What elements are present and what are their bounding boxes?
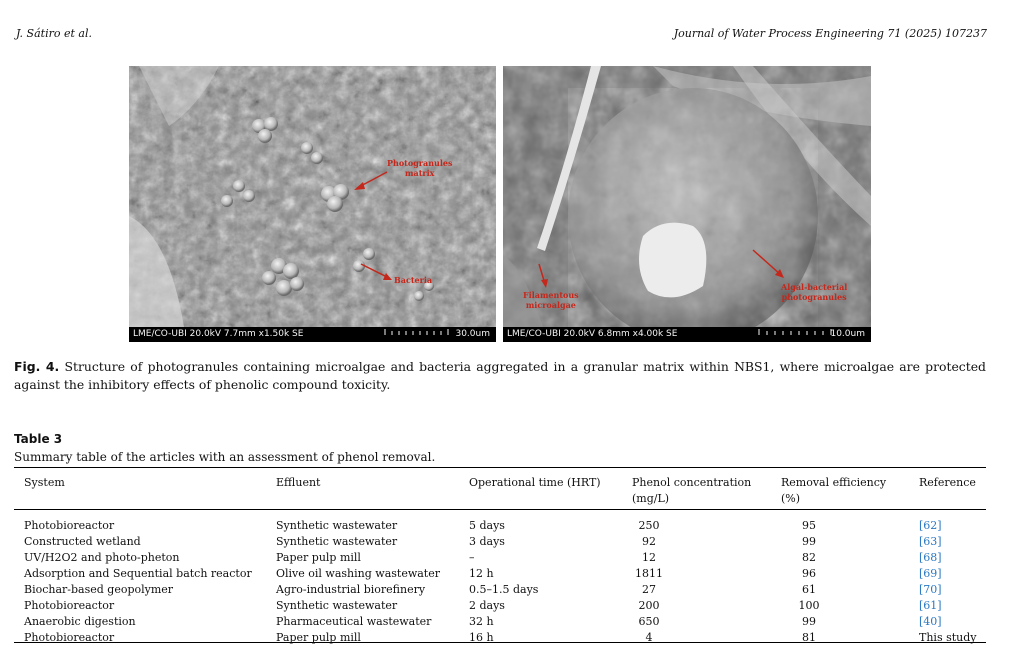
header-removal-efficiency: Removal efficiency (%)	[781, 476, 887, 505]
cell-removal-efficiency: 81	[802, 631, 816, 644]
table-title: Table 3	[14, 432, 63, 446]
table-row	[14, 534, 986, 550]
scale-bar-left	[129, 327, 496, 342]
arrow-algal-icon	[751, 248, 787, 280]
header-phenol-concentration: Phenol concentration (mg/L)	[632, 476, 752, 505]
cell-phenol-concentration: 12	[642, 551, 656, 564]
arrow-filamentous-icon	[535, 262, 551, 290]
cell-removal-efficiency: 61	[802, 583, 816, 596]
cell-effluent: Pharmaceutical wastewater	[276, 615, 432, 628]
cell-operational-time: 32 h	[469, 615, 494, 628]
sem-info-right: LME/CO-UBI 20.0kV 6.8mm x4.00k SE	[507, 329, 678, 339]
scale-ticks-left	[384, 329, 454, 335]
table-row	[14, 614, 986, 630]
cell-operational-time: 3 days	[469, 535, 505, 548]
reference-link[interactable]: [40]	[919, 615, 942, 628]
cell-operational-time: 0.5–1.5 days	[469, 583, 539, 596]
reference-link[interactable]: [70]	[919, 583, 942, 596]
arrow-matrix-icon	[351, 168, 391, 192]
label-photogranules-matrix: Photogranules matrix	[387, 158, 453, 178]
cell-effluent: Olive oil washing wastewater	[276, 567, 440, 580]
sem-image-right	[503, 66, 871, 342]
cell-removal-efficiency: 100	[798, 599, 820, 612]
cell-phenol-concentration: 200	[638, 599, 660, 612]
table-row	[14, 518, 986, 534]
cell-removal-efficiency: 82	[802, 551, 816, 564]
label-algal-bacterial-photogranules: Algal-bacterial photogranules	[781, 282, 848, 302]
header-reference: Reference	[919, 476, 976, 489]
phenol-removal-table	[14, 467, 986, 643]
header-operational-time: Operational time (HRT)	[469, 476, 601, 489]
cell-phenol-concentration: 650	[638, 615, 660, 628]
cell-operational-time: 12 h	[469, 567, 494, 580]
scale-bar-right	[503, 327, 871, 342]
figure-caption	[14, 358, 986, 394]
header-system: System	[24, 476, 65, 489]
table-header-row	[14, 468, 986, 510]
table-body	[14, 510, 986, 642]
cell-phenol-concentration: 1811	[635, 567, 663, 580]
cell-effluent: Synthetic wastewater	[276, 599, 398, 612]
figure-caption-label: Fig. 4.	[14, 359, 60, 374]
cell-removal-efficiency: 99	[802, 535, 816, 548]
arrow-bacteria-icon	[359, 262, 395, 282]
scale-value-left: 30.0um	[455, 329, 490, 339]
label-filamentous-microalgae: Filamentous microalgae	[523, 290, 579, 310]
cell-system: UV/H2O2 and photo-pheton	[24, 551, 180, 564]
cell-removal-efficiency: 96	[802, 567, 816, 580]
cell-effluent: Synthetic wastewater	[276, 535, 398, 548]
reference-link[interactable]: [62]	[919, 519, 942, 532]
cell-effluent: Paper pulp mill	[276, 631, 361, 644]
cell-system: Constructed wetland	[24, 535, 141, 548]
label-bacteria: Bacteria	[394, 275, 433, 285]
cell-system: Anaerobic digestion	[24, 615, 136, 628]
reference-link[interactable]: [68]	[919, 551, 942, 564]
header-effluent: Effluent	[276, 476, 321, 489]
cell-phenol-concentration: 27	[642, 583, 656, 596]
cell-reference: This study	[919, 631, 977, 644]
cell-operational-time: 16 h	[469, 631, 494, 644]
cell-operational-time: –	[469, 551, 475, 564]
reference-link[interactable]: [63]	[919, 535, 942, 548]
cell-effluent: Synthetic wastewater	[276, 519, 398, 532]
table-row	[14, 550, 986, 566]
table-row	[14, 630, 986, 646]
table-row	[14, 582, 986, 598]
figure-caption-text: Structure of photogranules containing microalgae and bacteria aggregated in a granular matrix within NBS1, where microalgae are protected against the inhibitory effects of phenolic compound toxicity.	[14, 359, 986, 392]
cell-system: Adsorption and Sequential batch reactor	[24, 567, 252, 580]
cell-system: Photobioreactor	[24, 519, 115, 532]
table-row	[14, 598, 986, 614]
table-subtitle: Summary table of the articles with an assessment of phenol removal.	[14, 450, 436, 464]
cell-phenol-concentration: 4	[645, 631, 653, 644]
scale-ticks-right	[758, 329, 838, 335]
sem-image-left	[129, 66, 496, 342]
cell-removal-efficiency: 95	[802, 519, 816, 532]
reference-link[interactable]: [61]	[919, 599, 942, 612]
cell-effluent: Agro-industrial biorefinery	[276, 583, 426, 596]
cell-operational-time: 5 days	[469, 519, 505, 532]
cell-operational-time: 2 days	[469, 599, 505, 612]
cell-system: Biochar-based geopolymer	[24, 583, 174, 596]
sem-texture-left	[129, 66, 496, 327]
cell-phenol-concentration: 250	[638, 519, 660, 532]
cell-removal-efficiency: 99	[802, 615, 816, 628]
sem-info-left: LME/CO-UBI 20.0kV 7.7mm x1.50k SE	[133, 329, 304, 339]
running-header-journal: Journal of Water Process Engineering 71 (2025) 107237	[673, 27, 987, 40]
cell-system: Photobioreactor	[24, 599, 115, 612]
cell-phenol-concentration: 92	[642, 535, 656, 548]
cell-system: Photobioreactor	[24, 631, 115, 644]
reference-link[interactable]: [69]	[919, 567, 942, 580]
cell-effluent: Paper pulp mill	[276, 551, 361, 564]
table-row	[14, 566, 986, 582]
scale-value-right: 10.0um	[830, 329, 865, 339]
running-header-authors: J. Sátiro et al.	[16, 27, 92, 40]
